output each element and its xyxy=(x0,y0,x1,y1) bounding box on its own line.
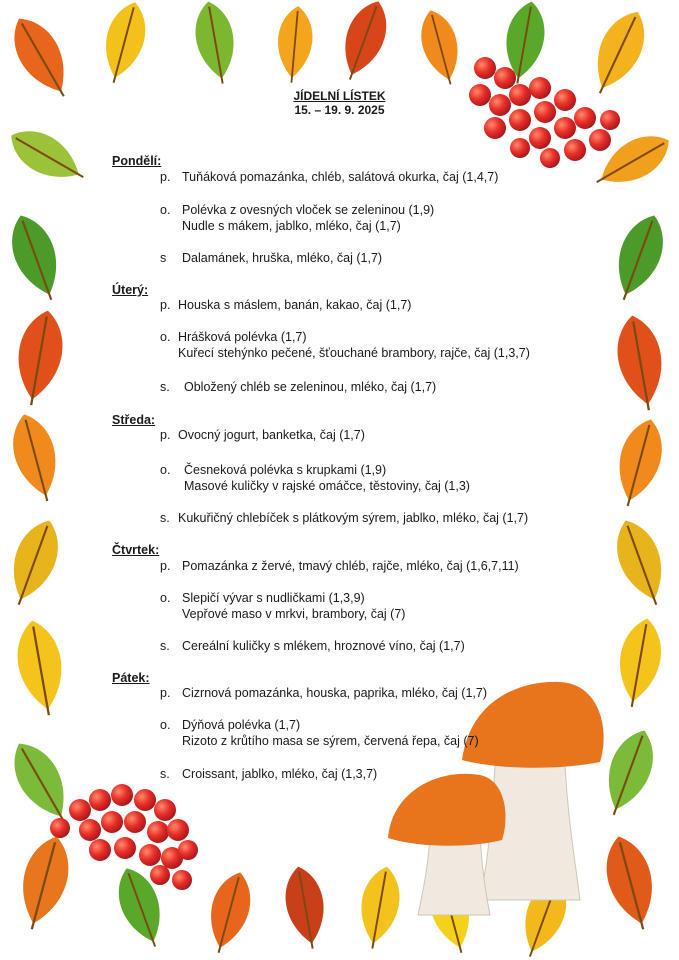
menu-item xyxy=(160,427,365,443)
menu-item xyxy=(160,297,411,313)
leaf-icon xyxy=(2,734,81,832)
meal-text: Nudle s mákem, jablko, mléko, čaj (1,7) xyxy=(182,219,401,233)
menu-item xyxy=(160,638,465,654)
menu-item xyxy=(160,202,434,234)
meal-letter: s. xyxy=(160,511,170,525)
leaf-icon xyxy=(2,119,93,193)
meal-letter: s. xyxy=(160,380,170,394)
leaf-icon xyxy=(96,0,153,87)
meal-text: Kukuřičný chlebíček s plátkovým sýrem, jablko, mléko, čaj (1,7) xyxy=(178,511,529,525)
meal-text: Obložený chléb se zeleninou, mléko, čaj (1,7) xyxy=(184,380,437,394)
menu-header xyxy=(0,89,679,117)
meal-letter: p. xyxy=(160,686,171,700)
meal-text: Polévka z ovesných vloček se zeleninou (1,9) xyxy=(182,203,435,217)
leaf-icon xyxy=(11,831,77,935)
menu-item xyxy=(160,462,470,494)
day-heading-tuesday: Úterý: xyxy=(112,283,149,297)
meal-letter: s. xyxy=(160,639,170,653)
leaf-icon xyxy=(190,0,241,87)
meal-letter: p. xyxy=(160,428,171,442)
meal-text: Ovocný jogurt, banketka, čaj (1,7) xyxy=(178,428,365,442)
meal-text: Slepičí vývar s nudličkami (1,3,9) xyxy=(182,591,365,605)
meal-letter: p. xyxy=(160,559,171,573)
leaf-icon xyxy=(607,514,675,612)
meal-text: Masové kuličky v rajské omáčce, těstoviny, čaj (1,3) xyxy=(184,479,470,493)
day-heading-wednesday: Středa: xyxy=(112,413,156,427)
leaf-icon xyxy=(0,514,68,612)
day-heading-thursday: Čtvrtek: xyxy=(112,543,160,557)
menu-dates: 15. – 19. 9. 2025 xyxy=(294,103,385,117)
menu-item xyxy=(160,717,479,749)
meal-letter: s xyxy=(160,251,167,265)
leaf-icon xyxy=(201,868,258,958)
leaf-icon xyxy=(354,863,405,951)
menu-item xyxy=(160,329,530,361)
menu-title: JÍDELNÍ LÍSTEK xyxy=(293,89,386,103)
meal-text: Pomazánka z žervé, tmavý chléb, rajče, mléko, čaj (1,6,7,11) xyxy=(182,559,519,573)
leaf-icon xyxy=(595,724,663,822)
leaf-icon xyxy=(274,5,315,84)
meal-letter: s. xyxy=(160,767,170,781)
leaf-icon xyxy=(2,209,70,307)
menu-item xyxy=(160,379,436,395)
meal-text: Tuňáková pomazánka, chléb, salátová okurka, čaj (1,4,7) xyxy=(182,170,499,184)
meal-text: Houska s máslem, banán, kakao, čaj (1,7) xyxy=(178,298,412,312)
meal-letter: o. xyxy=(160,330,171,344)
meal-letter: o. xyxy=(160,718,171,732)
leaf-icon xyxy=(5,409,67,506)
meal-letter: p. xyxy=(160,170,171,184)
meal-text: Dalamánek, hruška, mléko, čaj (1,7) xyxy=(182,251,383,265)
meal-text: Croissant, jablko, mléko, čaj (1,3,7) xyxy=(182,767,378,781)
meal-text: Cizrnová pomazánka, houska, paprika, mléko, čaj (1,7) xyxy=(182,686,488,700)
leaf-icon xyxy=(608,414,670,511)
leaf-icon xyxy=(582,3,656,101)
menu-item xyxy=(160,590,405,622)
leaf-icon xyxy=(11,617,70,719)
meal-text: Rizoto z krůtího masa se sýrem, červená řepa, čaj (7) xyxy=(182,734,479,748)
leaf-icon xyxy=(280,863,331,951)
menu-item xyxy=(160,169,498,185)
menu-item xyxy=(160,685,487,701)
meal-text: Vepřové maso v mrkvi, brambory, čaj (7) xyxy=(182,607,406,621)
menu-item xyxy=(160,558,519,574)
day-heading-monday: Pondělí: xyxy=(112,154,162,168)
meal-text: Kuřecí stehýnko pečené, šťouchané brambory, rajče, čaj (1,3,7) xyxy=(178,346,530,360)
meal-text: Dýňová polévka (1,7) xyxy=(182,718,301,732)
menu-item xyxy=(160,510,528,526)
menu-item xyxy=(160,250,382,266)
meal-letter: o. xyxy=(160,463,171,477)
meal-text: Hrášková polévka (1,7) xyxy=(178,330,307,344)
day-heading-friday: Pátek: xyxy=(112,671,150,685)
leaf-icon xyxy=(611,312,670,414)
meal-letter: p. xyxy=(160,298,171,312)
meal-letter: o. xyxy=(160,591,171,605)
meal-text: Česneková polévka s krupkami (1,9) xyxy=(184,463,387,477)
leaf-icon xyxy=(605,209,673,307)
leaf-icon xyxy=(612,615,667,710)
meal-text: Cereální kuličky s mlékem, hroznové víno, čaj (1,7) xyxy=(182,639,465,653)
leaf-icon xyxy=(598,831,664,935)
meal-letter: o. xyxy=(160,203,171,217)
leaf-icon xyxy=(414,6,467,89)
leaf-icon xyxy=(10,307,69,409)
menu-item xyxy=(160,766,377,782)
leaf-icon xyxy=(332,0,395,86)
